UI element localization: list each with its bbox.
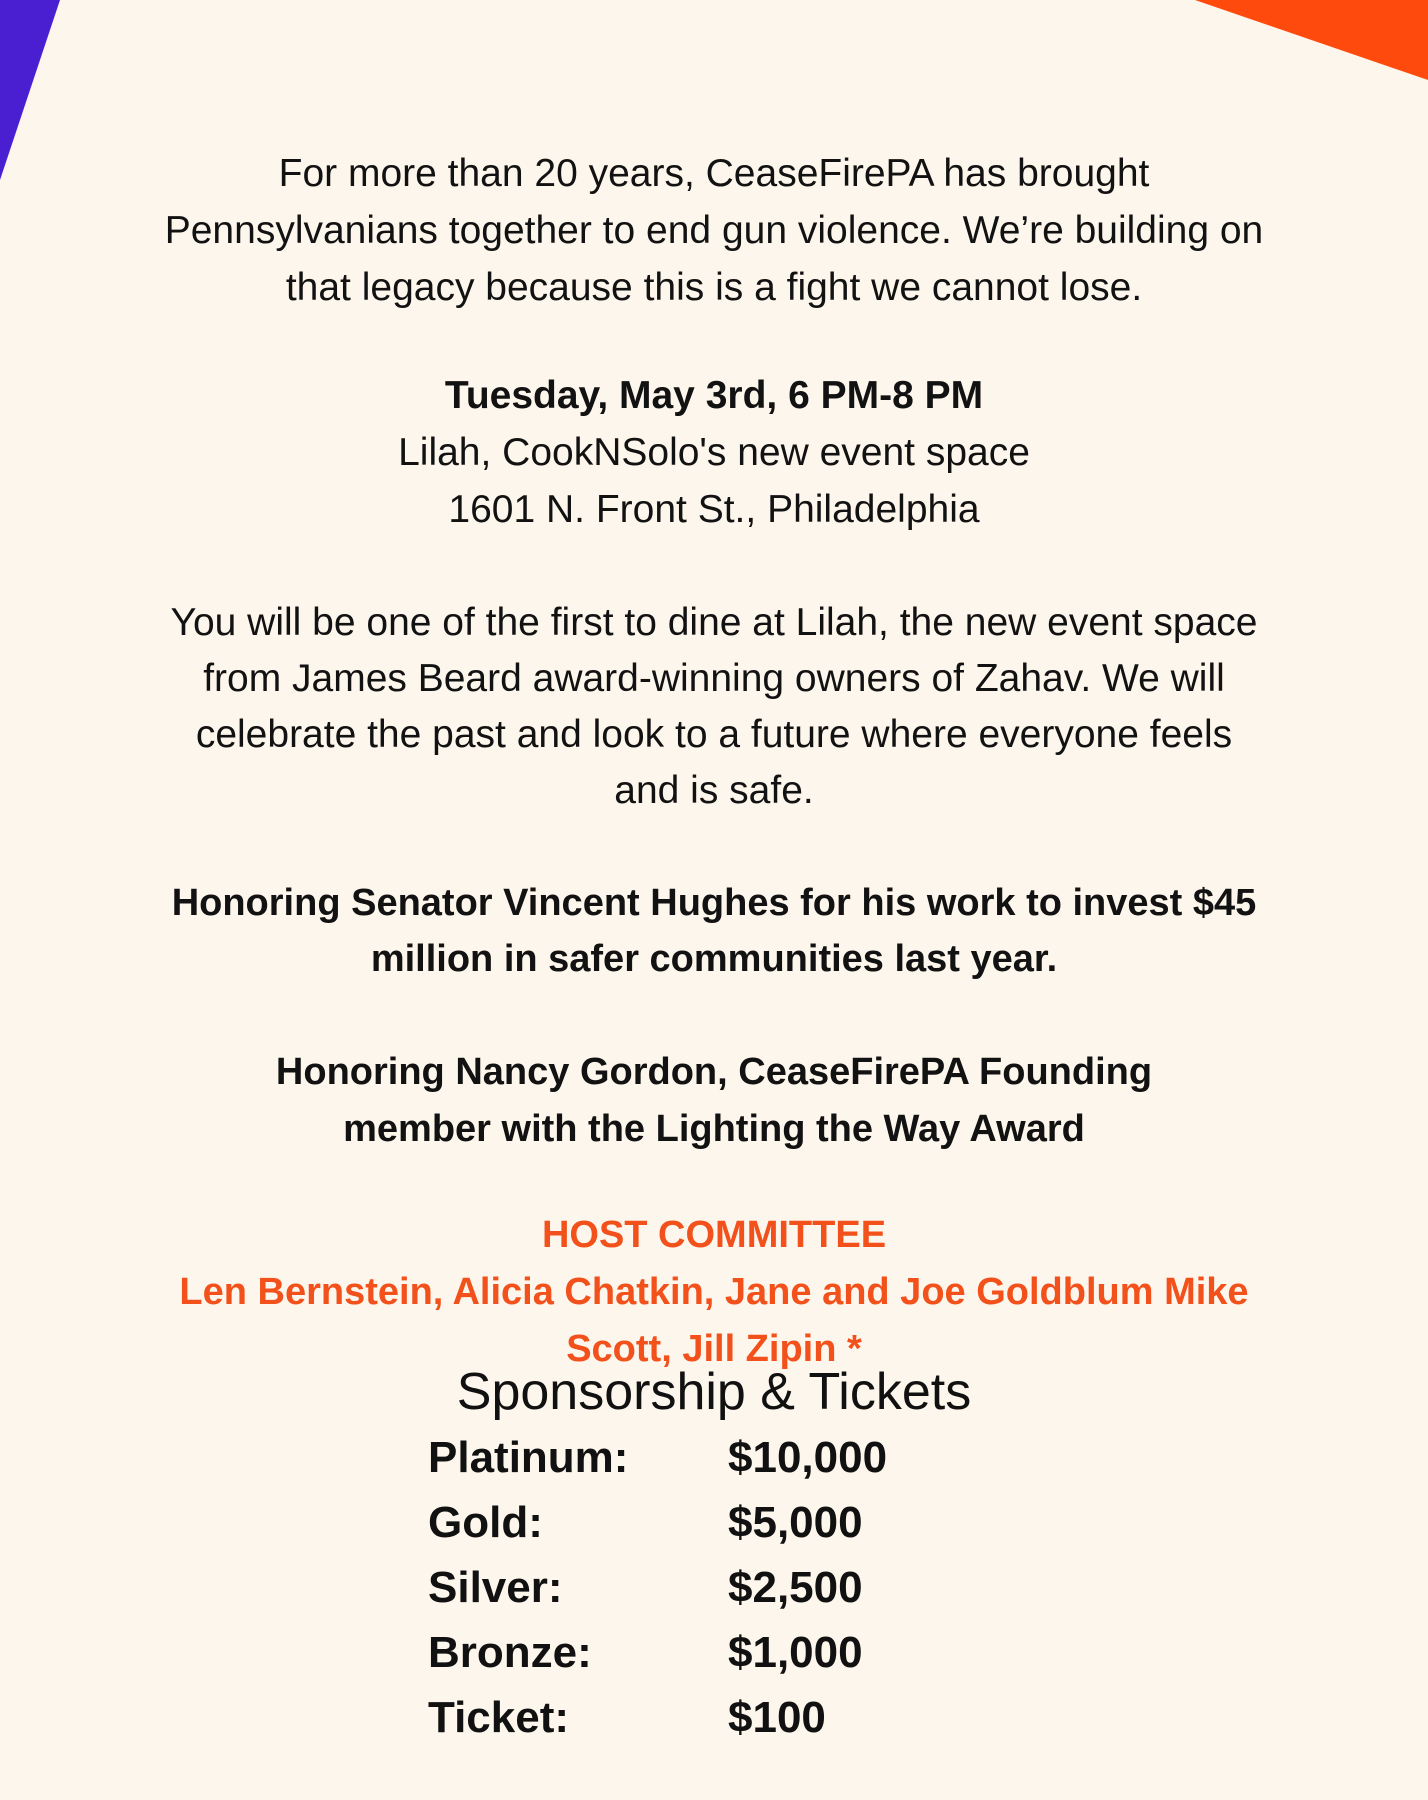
host-committee-line: Scott, Jill Zipin * — [566, 1328, 862, 1370]
honoree-gordon — [0, 1044, 1428, 1158]
tier-price: $10,000 — [728, 1433, 888, 1482]
event-date: Tuesday, May 3rd, 6 PM-8 PM — [444, 374, 984, 417]
intro-line: For more than 20 years, CeaseFirePA has brought — [278, 152, 1150, 195]
tier-price: $5,000 — [728, 1498, 863, 1547]
tier-row — [428, 1425, 1028, 1490]
sponsorship-title: Sponsorship & Tickets — [456, 1363, 972, 1421]
tier-price: $1,000 — [728, 1628, 863, 1677]
dine-paragraph — [0, 595, 1428, 819]
dine-line: and is safe. — [614, 769, 814, 812]
tier-name: Silver: — [428, 1563, 563, 1612]
dine-line: from James Beard award-winning owners of Zahav. We will — [203, 657, 1225, 700]
tier-name: Bronze: — [428, 1628, 592, 1677]
event-address: 1601 N. Front St., Philadelphia — [448, 488, 980, 531]
intro-line: that legacy because this is a fight we cannot lose. — [285, 266, 1143, 309]
tier-row — [428, 1620, 1028, 1685]
orange-corner-shape — [1195, 0, 1428, 80]
intro-paragraph — [0, 145, 1428, 316]
honoree-line: member with the Lighting the Way Award — [343, 1108, 1085, 1150]
honoree-line: million in safer communities last year. — [370, 938, 1058, 980]
tier-row — [428, 1685, 1028, 1750]
tier-price: $100 — [728, 1693, 826, 1742]
event-details — [0, 367, 1428, 538]
tier-row — [428, 1555, 1028, 1620]
tier-name: Gold: — [428, 1498, 543, 1547]
honoree-line: Honoring Senator Vincent Hughes for his work to invest $45 — [171, 882, 1257, 924]
host-committee — [0, 1207, 1428, 1378]
event-venue: Lilah, CookNSolo's new event space — [398, 431, 1030, 474]
dine-line: You will be one of the first to dine at Lilah, the new event space — [170, 601, 1258, 644]
dine-line: celebrate the past and look to a future where everyone feels — [195, 713, 1233, 756]
tier-price: $2,500 — [728, 1563, 863, 1612]
tier-name: Ticket: — [428, 1693, 570, 1742]
honoree-line: Honoring Nancy Gordon, CeaseFirePA Founding — [275, 1051, 1153, 1093]
honoree-hughes — [0, 875, 1428, 987]
host-committee-line: Len Bernstein, Alicia Chatkin, Jane and Joe Goldblum Mike — [179, 1271, 1249, 1313]
tier-name: Platinum: — [428, 1433, 629, 1482]
sponsorship-tiers — [428, 1425, 1028, 1750]
intro-line: Pennsylvanians together to end gun violence. We’re building on — [164, 209, 1264, 252]
tier-row — [428, 1490, 1028, 1555]
host-committee-heading: HOST COMMITTEE — [541, 1214, 887, 1256]
